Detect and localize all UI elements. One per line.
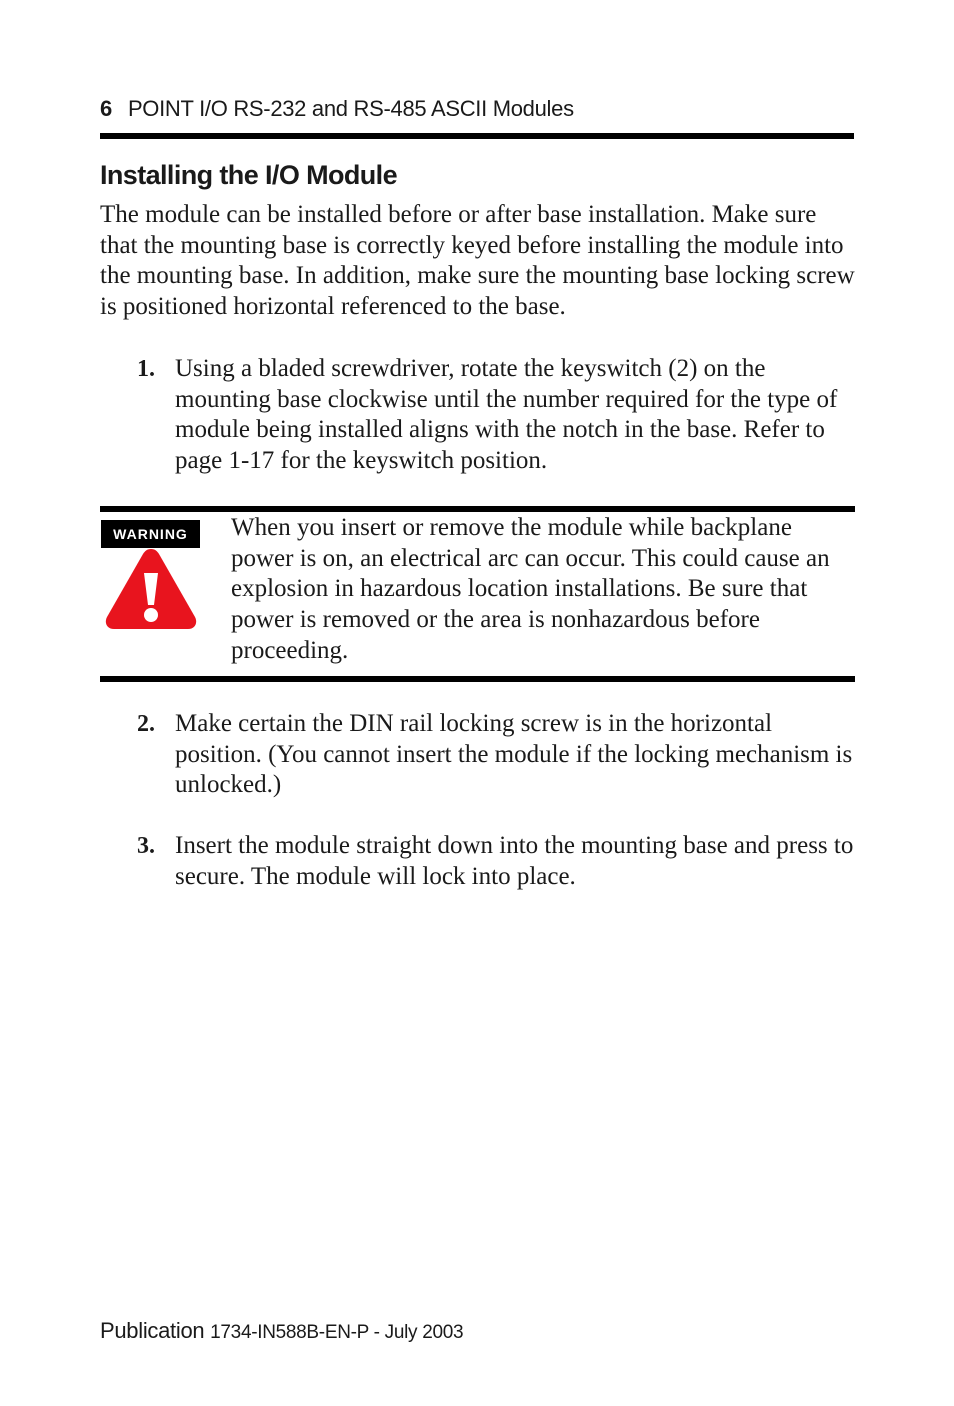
header-title: POINT I/O RS-232 and RS-485 ASCII Modules xyxy=(127,96,574,121)
step-number: 1. xyxy=(137,356,155,382)
step-text: Using a bladed screwdriver, rotate the keyswitch (2) on the mounting base clockwise until the number required for the type of module being installed aligns with the notch in the base. Refer to page 1-17 for the keyswitch position. xyxy=(175,355,838,475)
footer-prefix: Publication xyxy=(100,1318,205,1343)
page-footer xyxy=(100,1316,463,1348)
warning-triangle-icon xyxy=(104,545,198,633)
warning-text: When you insert or remove the module while backplane power is on, an electrical arc can occur. This could cause an explosion in hazardous location installations. Be sure that power is removed or the area is nonhazardous before proceeding. xyxy=(231,514,830,664)
step-number: 2. xyxy=(137,711,155,737)
intro-paragraph: The module can be installed before or after base installation. Make sure that the mounting base is correctly keyed before installing the module into the mounting base. In addition, make sure the mounting base locking screw is positioned horizontal referenced to the base. xyxy=(100,201,855,321)
publication-number: 1734-IN588B-EN-P - July 2003 xyxy=(210,1322,464,1343)
page-header xyxy=(100,94,854,124)
exclamation-dot xyxy=(144,608,158,622)
step-text: Insert the module straight down into the mounting base and press to secure. The module will lock into place. xyxy=(175,832,854,890)
warning-label: WARNING xyxy=(101,520,200,548)
page-number: 6 xyxy=(100,96,112,121)
warning-bottom-rule xyxy=(100,676,855,682)
header-rule xyxy=(100,133,854,139)
warning-top-rule xyxy=(100,506,855,512)
step-number: 3. xyxy=(137,833,155,859)
section-title: Installing the I/O Module xyxy=(100,160,398,190)
step-text: Make certain the DIN rail locking screw is in the horizontal position. (You cannot insert the module if the locking mechanism is unlocked.) xyxy=(175,710,853,799)
